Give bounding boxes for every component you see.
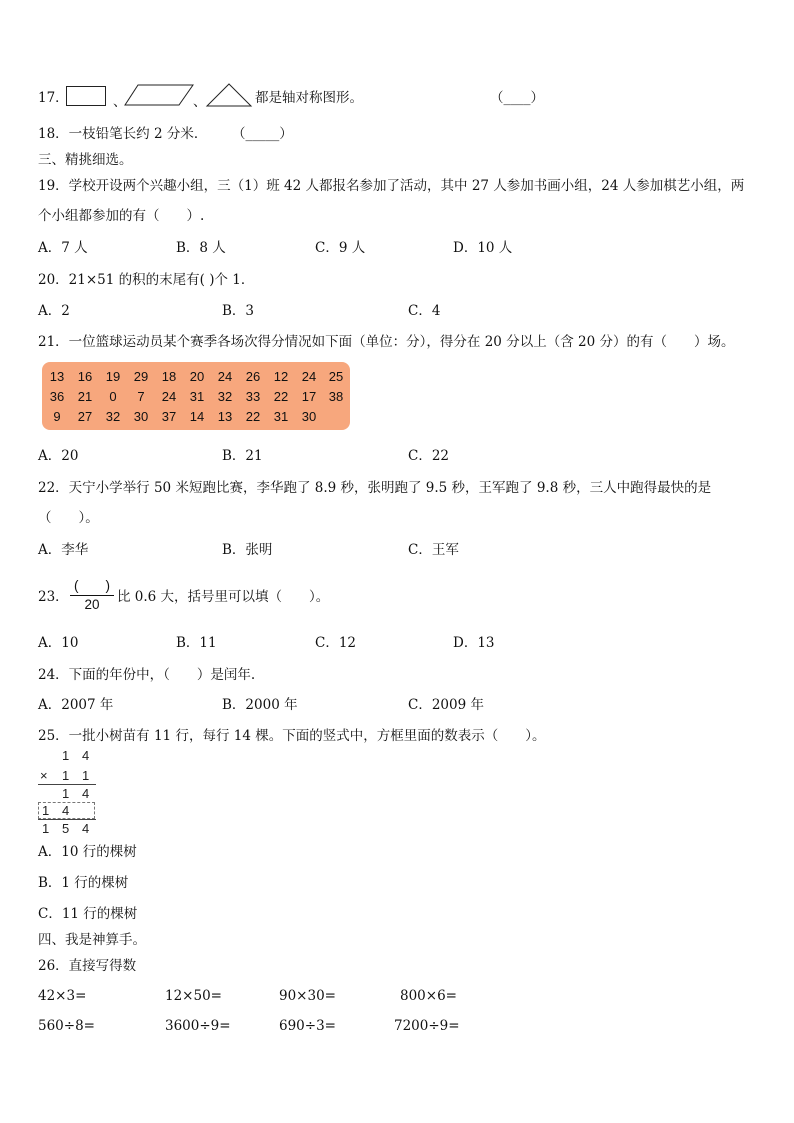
q21-text: 21．一位篮球运动员某个赛季各场次得分情况如下面（单位：分），得分在 20 分以上（含 20 分）的有（ ）场。 [38, 334, 735, 350]
q19-option-c[interactable]: C．9 人 [315, 240, 366, 256]
q24-option-a[interactable]: A．2007 年 [38, 697, 114, 713]
q22-option-c[interactable]: C．王军 [408, 542, 459, 558]
calc-item[interactable]: 12×50= [165, 988, 222, 1004]
score-cell: 22 [273, 389, 289, 404]
q23-number: 23． [38, 589, 69, 605]
q20-text: 20．21×51 的积的末尾有( )个 1． [38, 272, 255, 288]
score-cell: 21 [77, 389, 93, 404]
score-table [42, 362, 350, 430]
score-cell: 22 [245, 409, 261, 424]
q19-line-2: 个小组都参加的有（ ）. [38, 208, 205, 224]
q19-option-a[interactable]: A．7 人 [38, 240, 88, 256]
q20-option-b[interactable]: B．3 [222, 303, 255, 319]
score-cell: 30 [133, 409, 149, 424]
score-cell: 36 [49, 389, 65, 404]
calc-item[interactable]: 90×30= [279, 988, 336, 1004]
score-cell: 17 [301, 389, 317, 404]
q18-answer-blank[interactable]: （_____） [232, 126, 293, 142]
score-cell: 24 [161, 389, 177, 404]
multiply-sign: × [40, 768, 48, 783]
section-4-heading: 四、我是神算手。 [38, 932, 146, 948]
vertical-digit: 4 [82, 821, 90, 836]
q17-text: 都是轴对称图形。 [255, 90, 363, 106]
q24-option-b[interactable]: B．2000 年 [222, 697, 298, 713]
calc-item[interactable]: 7200÷9= [394, 1018, 460, 1034]
score-cell: 25 [328, 369, 344, 384]
q19-option-d[interactable]: D．10 人 [453, 240, 513, 256]
score-cell: 37 [161, 409, 177, 424]
q23-option-b[interactable]: B．11 [176, 635, 217, 651]
parallelogram-shape [124, 84, 194, 106]
q22-line-2: （ ）。 [38, 510, 99, 526]
score-cell: 33 [245, 389, 261, 404]
q21-option-a[interactable]: A．20 [38, 448, 79, 464]
calc-item[interactable]: 800×6= [400, 988, 457, 1004]
q26-text: 26．直接写得数 [38, 958, 137, 974]
q25-option-b[interactable]: B．1 行的棵树 [38, 875, 129, 891]
calc-item[interactable]: 690÷3= [279, 1018, 336, 1034]
q25-option-c[interactable]: C．11 行的棵树 [38, 906, 138, 922]
q18-text: 18．一枝铅笔长约 2 分米． [38, 126, 208, 142]
q24-option-c[interactable]: C．2009 年 [408, 697, 484, 713]
q22-option-b[interactable]: B．张明 [222, 542, 273, 558]
q19-option-b[interactable]: B．8 人 [176, 240, 226, 256]
vertical-digit: 1 [42, 821, 50, 836]
vertical-rule-1 [38, 784, 96, 785]
triangle-shape [206, 83, 252, 107]
score-cell: 13 [217, 409, 233, 424]
calc-item[interactable]: 560÷8= [38, 1018, 95, 1034]
vertical-digit: 4 [82, 748, 90, 763]
score-cell: 27 [77, 409, 93, 424]
q17-number: 17． [38, 90, 69, 106]
score-cell: 9 [53, 409, 61, 424]
fraction-bar [70, 595, 114, 596]
score-cell: 19 [105, 369, 121, 384]
q17-separator-1: 、 [113, 94, 127, 110]
q19-line-1: 19．学校开设两个兴趣小组，三（1）班 42 人都报名参加了活动，其中 27 人参加书画小组，24 人参加棋艺小组，两 [38, 178, 745, 194]
q20-option-c[interactable]: C．4 [408, 303, 441, 319]
score-cell: 24 [217, 369, 233, 384]
q23-text: 比 0.6 大，括号里可以填（ ）。 [117, 589, 330, 605]
calc-item[interactable]: 42×3= [38, 988, 87, 1004]
rectangle-shape [66, 86, 106, 106]
q17-separator-2: 、 [193, 94, 207, 110]
q25-option-a[interactable]: A．10 行的棵树 [38, 844, 137, 860]
score-cell: 24 [301, 369, 317, 384]
section-3-heading: 三、精挑细选。 [38, 152, 133, 168]
q23-option-d[interactable]: D．13 [453, 635, 495, 651]
score-cell: 38 [328, 389, 344, 404]
vertical-multiplication [36, 748, 100, 838]
score-cell: 20 [189, 369, 205, 384]
score-cell: 0 [109, 389, 117, 404]
score-cell: 31 [189, 389, 205, 404]
fraction-numerator[interactable]: ( ) [74, 578, 110, 593]
q25-text: 25．一批小树苗有 11 行，每行 14 棵。下面的竖式中，方框里面的数表示（ ）。 [38, 728, 546, 744]
score-cell: 18 [161, 369, 177, 384]
score-cell: 26 [245, 369, 261, 384]
q21-option-c[interactable]: C．22 [408, 448, 450, 464]
score-cell: 14 [189, 409, 205, 424]
q23-option-a[interactable]: A．10 [38, 635, 79, 651]
score-cell: 31 [273, 409, 289, 424]
q22-option-a[interactable]: A．李华 [38, 542, 89, 558]
vertical-digit: 1 [62, 748, 70, 763]
score-cell: 30 [301, 409, 317, 424]
vertical-digit: 1 [62, 768, 70, 783]
vertical-rule-2 [38, 819, 96, 820]
q17-answer-blank[interactable]: （____） [490, 90, 544, 106]
q24-text: 24．下面的年份中，（ ）是闰年. [38, 667, 256, 683]
score-cell: 12 [273, 369, 289, 384]
score-cell: 29 [133, 369, 149, 384]
score-cell: 16 [77, 369, 93, 384]
q20-option-a[interactable]: A．2 [38, 303, 70, 319]
score-cell: 13 [49, 369, 65, 384]
q22-line-1: 22．天宁小学举行 50 米短跑比赛，李华跑了 8.9 秒，张明跑了 9.5 秒，王军跑了 9.8 秒，三人中跑得最快的是 [38, 480, 712, 496]
vertical-digit: 5 [62, 821, 70, 836]
vertical-digit: 1 [62, 786, 70, 801]
vertical-digit: 1 [42, 803, 50, 818]
score-cell: 32 [217, 389, 233, 404]
vertical-digit: 4 [82, 786, 90, 801]
score-cell: 32 [105, 409, 121, 424]
vertical-digit: 1 [82, 768, 90, 783]
q21-option-b[interactable]: B．21 [222, 448, 263, 464]
q23-option-c[interactable]: C．12 [315, 635, 357, 651]
fraction [70, 578, 114, 613]
score-cell: 7 [137, 389, 145, 404]
vertical-digit: 4 [62, 803, 70, 818]
fraction-denominator: 20 [84, 597, 100, 612]
calc-item[interactable]: 3600÷9= [165, 1018, 231, 1034]
